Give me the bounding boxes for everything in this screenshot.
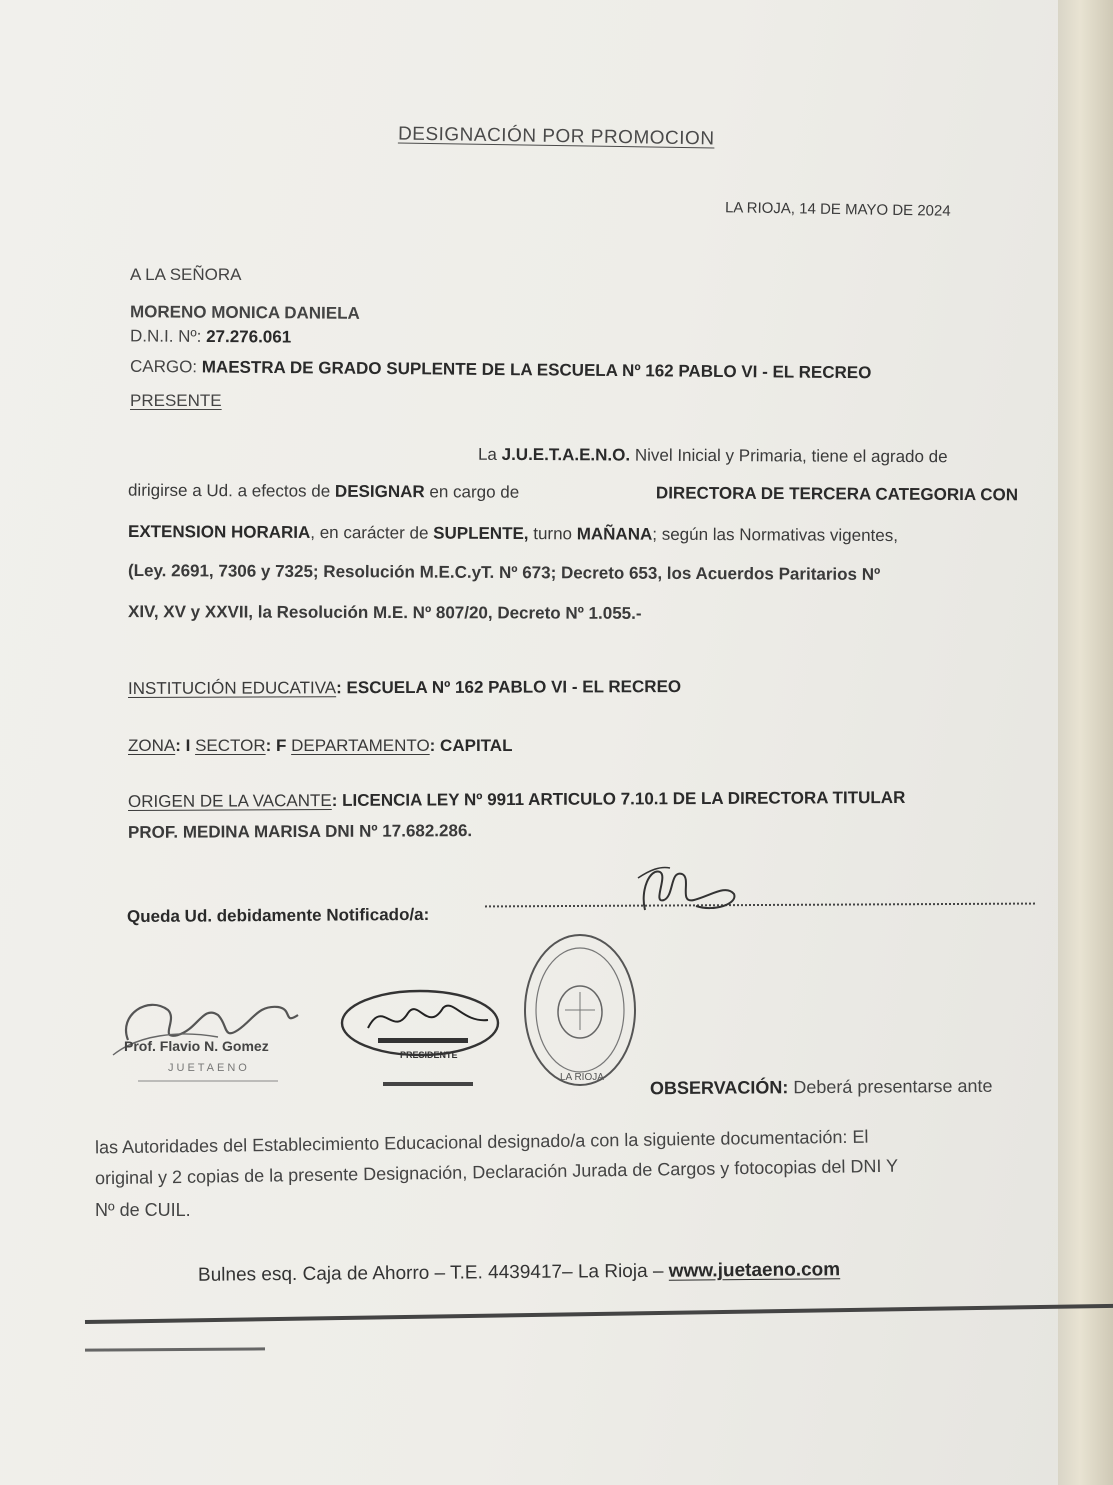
body-line-4: (Ley. 2691, 7306 y 7325; Resolución M.E.C.yT. Nº 673; Decreto 653, los Acuerdos Paritarios Nº	[127, 561, 881, 584]
zona-line	[128, 736, 512, 756]
observacion-line-3: original y 2 copias de la presente Designación, Declaración Jurada de Cargos y fotocopias del DNI Y	[94, 1155, 899, 1189]
salutation: A LA SEÑORA	[130, 265, 242, 284]
text: en cargo de	[424, 482, 520, 502]
origen-label: ORIGEN DE LA VACANTE	[127, 790, 332, 812]
official-signature-stamp-left	[108, 985, 323, 1095]
text: turno	[528, 524, 577, 544]
departamento-value: : CAPITAL	[429, 736, 513, 755]
sector-value: : F	[265, 736, 292, 755]
text	[128, 481, 519, 503]
origen-line-2: PROF. MEDINA MARISA DNI Nº 17.682.286.	[127, 821, 473, 842]
text: ; según las Normativas vigentes,	[652, 524, 899, 546]
institution-label: INSTITUCIÓN EDUCATIVA	[127, 678, 337, 698]
shift-value: MAÑANA	[576, 524, 653, 544]
zona-value: : I	[175, 736, 196, 755]
zona-label: ZONA	[128, 736, 176, 755]
recipient-signature	[630, 860, 740, 920]
official-seal	[520, 930, 640, 1090]
cargo-value: MAESTRA DE GRADO SUPLENTE DE LA ESCUELA Nº 162 PABLO VI - EL RECREO	[201, 357, 872, 383]
body-line-3	[128, 522, 898, 546]
dni-label: D.N.I. Nº:	[129, 326, 202, 346]
departamento-label: DEPARTAMENTO	[291, 736, 430, 755]
origen-value: : LICENCIA LEY Nº 9911 ARTICULO 7.10.1 DE LA DIRECTORA TITULAR	[331, 787, 906, 810]
institution-line	[128, 677, 681, 699]
seal-text: LA RIOJA	[560, 1072, 604, 1083]
body-line-1	[478, 445, 948, 467]
address-text: Bulnes esq. Caja de Ahorro – T.E. 4439417– La Rioja –	[197, 1260, 669, 1286]
signer-role: PRESIDENTE	[400, 1050, 458, 1060]
presente-label: PRESENTE	[130, 391, 222, 410]
observacion-line-2: las Autoridades del Establecimiento Educacional designado/a con la siguiente documentación: El	[94, 1126, 869, 1158]
body-line-5: XIV, XV y XXVII, la Resolución M.E. Nº 807/20, Decreto Nº 1.055.-	[127, 602, 642, 623]
institution-value: : ESCUELA Nº 162 PABLO VI - EL RECREO	[336, 677, 682, 698]
document-title: DESIGNACIÓN POR PROMOCION	[397, 123, 715, 150]
sector-label: SECTOR	[195, 736, 266, 755]
character-value: SUPLENTE,	[433, 523, 529, 544]
designar-word: DESIGNAR	[334, 481, 425, 502]
website-link[interactable]: www.juetaeno.com	[668, 1259, 841, 1282]
text: La	[477, 444, 502, 464]
observacion-label: OBSERVACIÓN:	[649, 1077, 789, 1099]
document-date: LA RIOJA, 14 DE MAYO DE 2024	[724, 199, 951, 220]
text: Nivel Inicial y Primaria, tiene el agrado de	[630, 445, 948, 467]
recipient-dni	[130, 326, 291, 347]
signer-name: Prof. Flavio N. Gomez	[124, 1038, 269, 1054]
official-signature-stamp-center	[338, 978, 508, 1093]
observacion-line-4: Nº de CUIL.	[95, 1200, 191, 1220]
observacion-line-1	[650, 1076, 993, 1099]
org-acronym: J.U.E.T.A.E.N.O.	[501, 444, 631, 465]
text: Deberá presentarse ante	[788, 1075, 993, 1098]
signer-org: JUETAENO	[168, 1062, 250, 1074]
dni-value: 27.276.061	[206, 326, 292, 347]
position-title-cont: EXTENSION HORARIA	[127, 521, 311, 542]
text: , en carácter de	[310, 522, 434, 543]
text: dirigirse a Ud. a efectos de	[127, 480, 336, 501]
cargo-label: CARGO:	[129, 356, 198, 377]
recipient-name: MORENO MONICA DANIELA	[129, 302, 360, 323]
position-title: DIRECTORA DE TERCERA CATEGORIA CON	[655, 483, 1019, 505]
notificado-label: Queda Ud. debidamente Notificado/a:	[126, 904, 430, 927]
origen-line-1	[128, 788, 905, 812]
background-fabric	[1058, 0, 1113, 1485]
